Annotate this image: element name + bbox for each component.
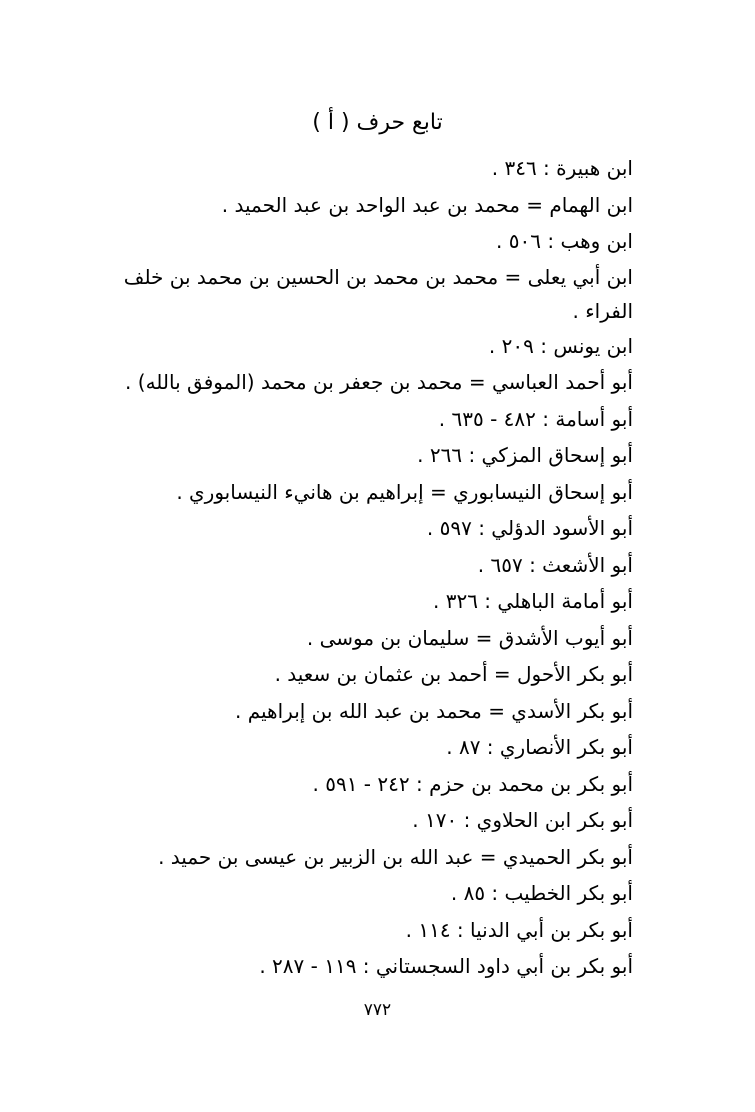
index-entry: أبو بكر الخطيب : ٨٥ . xyxy=(450,881,633,905)
index-entries xyxy=(73,150,633,985)
index-entry: أبو بكر الأنصاري : ٨٧ . xyxy=(446,735,633,759)
section-heading: تابع حرف ( أ ) xyxy=(312,110,443,135)
index-entry: أبو أسامة : ٤٨٢ - ٦٣٥ . xyxy=(438,406,633,431)
index-entry: ابن هبيرة : ٣٤٦ . xyxy=(491,156,633,180)
index-entry: ابن الهمام = محمد بن عبد الواحد بن عبد الحميد . xyxy=(221,192,633,217)
index-entry: ابن يونس : ٢٠٩ . xyxy=(488,333,633,358)
index-entry: أبو إسحاق النيسابوري = إبراهيم بن هانيء النيسابوري . xyxy=(176,479,633,504)
index-entry: أبو أمامة الباهلي : ٣٢٦ . xyxy=(433,589,633,613)
index-entry: أبو بكر بن محمد بن حزم : ٢٤٢ - ٥٩١ . xyxy=(312,771,633,796)
index-entry: أبو أحمد العباسي = محمد بن جعفر بن محمد (الموفق بالله) . xyxy=(125,370,633,394)
page-number: ٧٧٢ xyxy=(363,1000,392,1020)
index-entry: ابن أبي يعلى = محمد بن محمد بن الحسين بن محمد بن خلف الفراء . xyxy=(123,264,633,323)
index-entry: أبو بكر ابن الحلاوي : ١٧٠ . xyxy=(412,808,633,832)
index-entry: أبو بكر بن أبي الدنيا : ١١٤ . xyxy=(405,917,633,942)
index-entry: أبو أيوب الأشدق = سليمان بن موسى . xyxy=(306,625,633,650)
index-entry: أبو بكر الأحول = أحمد بن عثمان بن سعيد . xyxy=(274,662,633,686)
index-entry: أبو الأشعث : ٦٥٧ . xyxy=(477,552,633,577)
index-entry: أبو الأسود الدؤلي : ٥٩٧ . xyxy=(426,516,633,540)
index-entry: أبو بكر الأسدي = محمد بن عبد الله بن إبراهيم . xyxy=(235,698,633,723)
index-entry: أبو إسحاق المزكي : ٢٦٦ . xyxy=(417,443,633,467)
index-entry: ابن وهب : ٥٠٦ . xyxy=(496,229,633,253)
index-entry: أبو بكر بن أبي داود السجستاني : ١١٩ - ٢٨٧ . xyxy=(259,954,633,978)
index-entry: أبو بكر الحميدي = عبد الله بن الزبير بن عيسى بن حميد . xyxy=(158,844,633,869)
